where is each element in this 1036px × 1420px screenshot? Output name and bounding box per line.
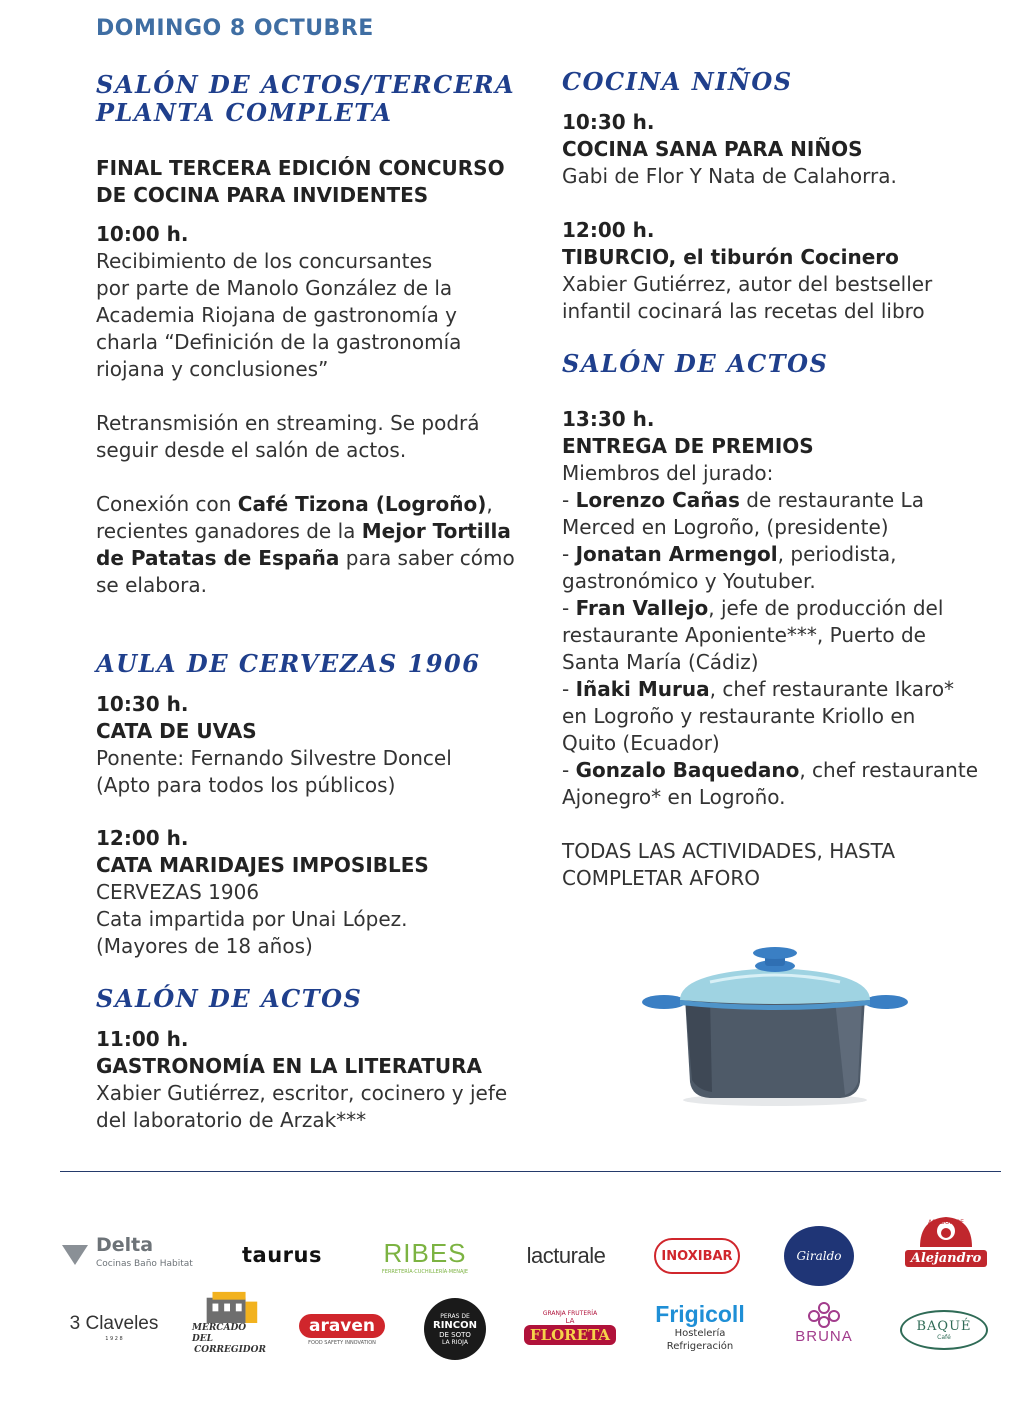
mercado-logo-line: CORREGIDOR — [194, 1345, 266, 1355]
taurus-logo-text: taurus — [242, 1243, 322, 1267]
jury-member-line: Quito (Ecuador) — [562, 731, 720, 755]
ribes-logo-text: RIBES — [383, 1237, 467, 1268]
floreta-logo-pre: LA — [565, 1316, 575, 1325]
rincon-logo-mid: DE SOTO — [439, 1330, 471, 1339]
inoxibar-logo — [654, 1238, 740, 1274]
tres-claveles-logo — [64, 1312, 164, 1344]
jury-member-line: Merced en Logroño, (presidente) — [562, 515, 889, 539]
event-time: 10:30 h. — [562, 110, 655, 134]
venue-line: PLANTA COMPLETA — [96, 98, 393, 127]
event-time: 13:30 h. — [562, 407, 655, 431]
venue-line: SALÓN DE ACTOS/TERCERA — [96, 70, 516, 99]
event-title: CATA MARIDAJES IMPOSIBLES — [96, 853, 429, 877]
event-title: DE COCINA PARA INVIDENTES — [96, 183, 429, 207]
conexion-line: de Patatas de España para saber cómo — [96, 546, 515, 570]
jury-member: - Fran Vallejo, jefe de producción del — [562, 596, 944, 620]
event-desc-line: por parte de Manolo González de la — [96, 276, 453, 300]
event-final-concurso — [96, 155, 515, 599]
jury-member: - Jonatan Armengol, periodista, — [562, 542, 897, 566]
aforo-note-line: COMPLETAR AFORO — [562, 866, 760, 890]
alejandro-logo-text: Alejandro — [905, 1250, 987, 1267]
footer-divider — [60, 1171, 1001, 1172]
event-desc-line: Academia Riojana de gastronomía y — [96, 303, 458, 327]
event-time: 11:00 h. — [96, 1027, 189, 1051]
floreta-logo-text: FLORETA — [524, 1325, 616, 1345]
delta-logo-text: Delta — [96, 1233, 154, 1256]
tres-claveles-logo-year: 1 9 2 8 — [105, 1336, 123, 1342]
cooking-pot-icon — [640, 942, 910, 1107]
baque-logo — [900, 1310, 988, 1350]
venue-aula-cervezas: AULA DE CERVEZAS 1906 — [96, 649, 481, 678]
frigicoll-logo-line: Hostelería — [674, 1328, 726, 1339]
tres-claveles-logo-text: 3 Claveles — [69, 1313, 159, 1334]
lacturale-logo — [514, 1238, 618, 1274]
event-desc-line: Xabier Gutiérrez, autor del bestseller — [562, 272, 933, 296]
baque-logo-sub: Café — [937, 1333, 951, 1341]
stream-note-line: seguir desde el salón de actos. — [96, 438, 407, 462]
rincon-logo-top: PERAS DE — [440, 1312, 470, 1320]
bruna-logo — [784, 1294, 864, 1350]
araven-logo — [296, 1312, 388, 1348]
frigicoll-logo-text: Frigicoll — [655, 1301, 745, 1327]
jury-member-line: en Logroño y restaurante Kriollo en — [562, 704, 916, 728]
event-time: 10:00 h. — [96, 222, 189, 246]
bruna-logo-text: BRUNA — [795, 1327, 853, 1345]
event-desc-line: infantil cocinará las recetas del libro — [562, 299, 925, 323]
rincon-de-soto-logo — [424, 1298, 486, 1360]
day-title: DOMINGO 8 OCTUBRE — [96, 16, 374, 41]
alejandro-logo-top: ASADOR DE — [928, 1219, 964, 1226]
flower-icon — [804, 1300, 844, 1328]
event-desc-line: (Apto para todos los públicos) — [96, 773, 396, 797]
jury-intro: Miembros del jurado: — [562, 461, 774, 485]
giraldo-logo — [784, 1226, 854, 1286]
mercado-logo-line: MERCADO DEL — [192, 1323, 247, 1344]
event-desc-line: Ponente: Fernando Silvestre Doncel — [96, 746, 452, 770]
event-tiburcio — [562, 217, 932, 325]
la-floreta-logo — [526, 1302, 614, 1352]
event-time: 12:00 h. — [562, 218, 655, 242]
delta-triangle-icon — [60, 1241, 90, 1267]
event-title: COCINA SANA PARA NIÑOS — [562, 137, 863, 161]
floreta-logo-top: GRANJA FRUTERÍA — [542, 1309, 598, 1317]
venue-salon-actos-right: SALÓN DE ACTOS — [562, 349, 829, 378]
event-desc-line: del laboratorio de Arzak*** — [96, 1108, 367, 1132]
conexion-line: Conexión con Café Tizona (Logroño), — [96, 492, 493, 516]
event-cocina-sana — [562, 109, 897, 190]
event-title: ENTREGA DE PREMIOS — [562, 434, 814, 458]
event-desc-line: CERVEZAS 1906 — [96, 880, 260, 904]
jury-member: - Gonzalo Baquedano, chef restaurante — [562, 758, 978, 782]
jury-member: - Lorenzo Cañas de restaurante La — [562, 488, 924, 512]
ribes-logo-sub: FERRETERÍA·CUCHILLERÍA·MENAJE — [381, 1268, 469, 1275]
jury-member-line: Santa María (Cádiz) — [562, 650, 759, 674]
event-desc-line: (Mayores de 18 años) — [96, 934, 313, 958]
event-cata-maridajes — [96, 825, 429, 960]
delta-logo-sub: Cocinas Baño Habitat — [96, 1258, 193, 1269]
event-title: TIBURCIO, el tiburón Cocinero — [562, 245, 899, 269]
frigicoll-logo-line: Refrigeración — [666, 1341, 734, 1352]
event-time: 10:30 h. — [96, 692, 189, 716]
event-desc-line: Gabi de Flor Y Nata de Calahorra. — [562, 164, 897, 188]
event-title: FINAL TERCERA EDICIÓN CONCURSO — [96, 156, 505, 180]
jury-member: - Iñaki Murua, chef restaurante Ikaro* — [562, 677, 955, 701]
frigicoll-logo — [650, 1296, 750, 1358]
stream-note-line: Retransmisión en streaming. Se podrá — [96, 411, 480, 435]
event-desc-line: riojana y conclusiones” — [96, 357, 329, 381]
rincon-logo-text: RINCON — [433, 1319, 477, 1331]
conexion-line: recientes ganadores de la Mejor Tortilla — [96, 519, 511, 543]
delta-logo — [60, 1232, 200, 1276]
building-icon — [198, 1288, 262, 1323]
venue-salon-tercera-planta — [96, 71, 515, 127]
rincon-logo-bottom: LA RIOJA — [442, 1338, 468, 1346]
baque-logo-text: BAQUÉ — [916, 1318, 972, 1334]
venue-salon-actos: SALÓN DE ACTOS — [96, 984, 363, 1013]
event-cata-uvas — [96, 691, 452, 799]
event-desc-line: Xabier Gutiérrez, escritor, cocinero y jefe — [96, 1081, 508, 1105]
event-desc-line: charla “Definición de la gastronomía — [96, 330, 462, 354]
alejandro-logo — [904, 1204, 988, 1276]
araven-logo-sub: FOOD SAFETY INNOVATION — [308, 1340, 376, 1346]
jury-member-line: Ajonegro* en Logroño. — [562, 785, 786, 809]
araven-logo-text: araven — [299, 1314, 385, 1338]
jury-member-line: restaurante Aponiente***, Puerto de — [562, 623, 926, 647]
ribes-logo — [378, 1236, 472, 1278]
lacturale-logo-text: lacturale — [526, 1243, 606, 1268]
event-title: GASTRONOMÍA EN LA LITERATURA — [96, 1054, 482, 1078]
event-entrega-premios — [562, 406, 1002, 892]
event-time: 12:00 h. — [96, 826, 189, 850]
event-desc-line: Cata impartida por Unai López. — [96, 907, 408, 931]
event-title: CATA DE UVAS — [96, 719, 257, 743]
event-literatura — [96, 1026, 507, 1134]
inoxibar-logo-text: INOXIBAR — [661, 1248, 733, 1264]
venue-cocina-ninos: COCINA NIÑOS — [562, 67, 793, 96]
event-desc-line: Recibimiento de los concursantes — [96, 249, 433, 273]
taurus-logo — [230, 1240, 334, 1270]
jury-member-line: gastronómico y Youtuber. — [562, 569, 816, 593]
conexion-line: se elabora. — [96, 573, 207, 597]
giraldo-logo-text: Giraldo — [796, 1249, 842, 1263]
aforo-note-line: TODAS LAS ACTIVIDADES, HASTA — [562, 839, 896, 863]
mercado-corregidor-logo — [192, 1288, 268, 1356]
